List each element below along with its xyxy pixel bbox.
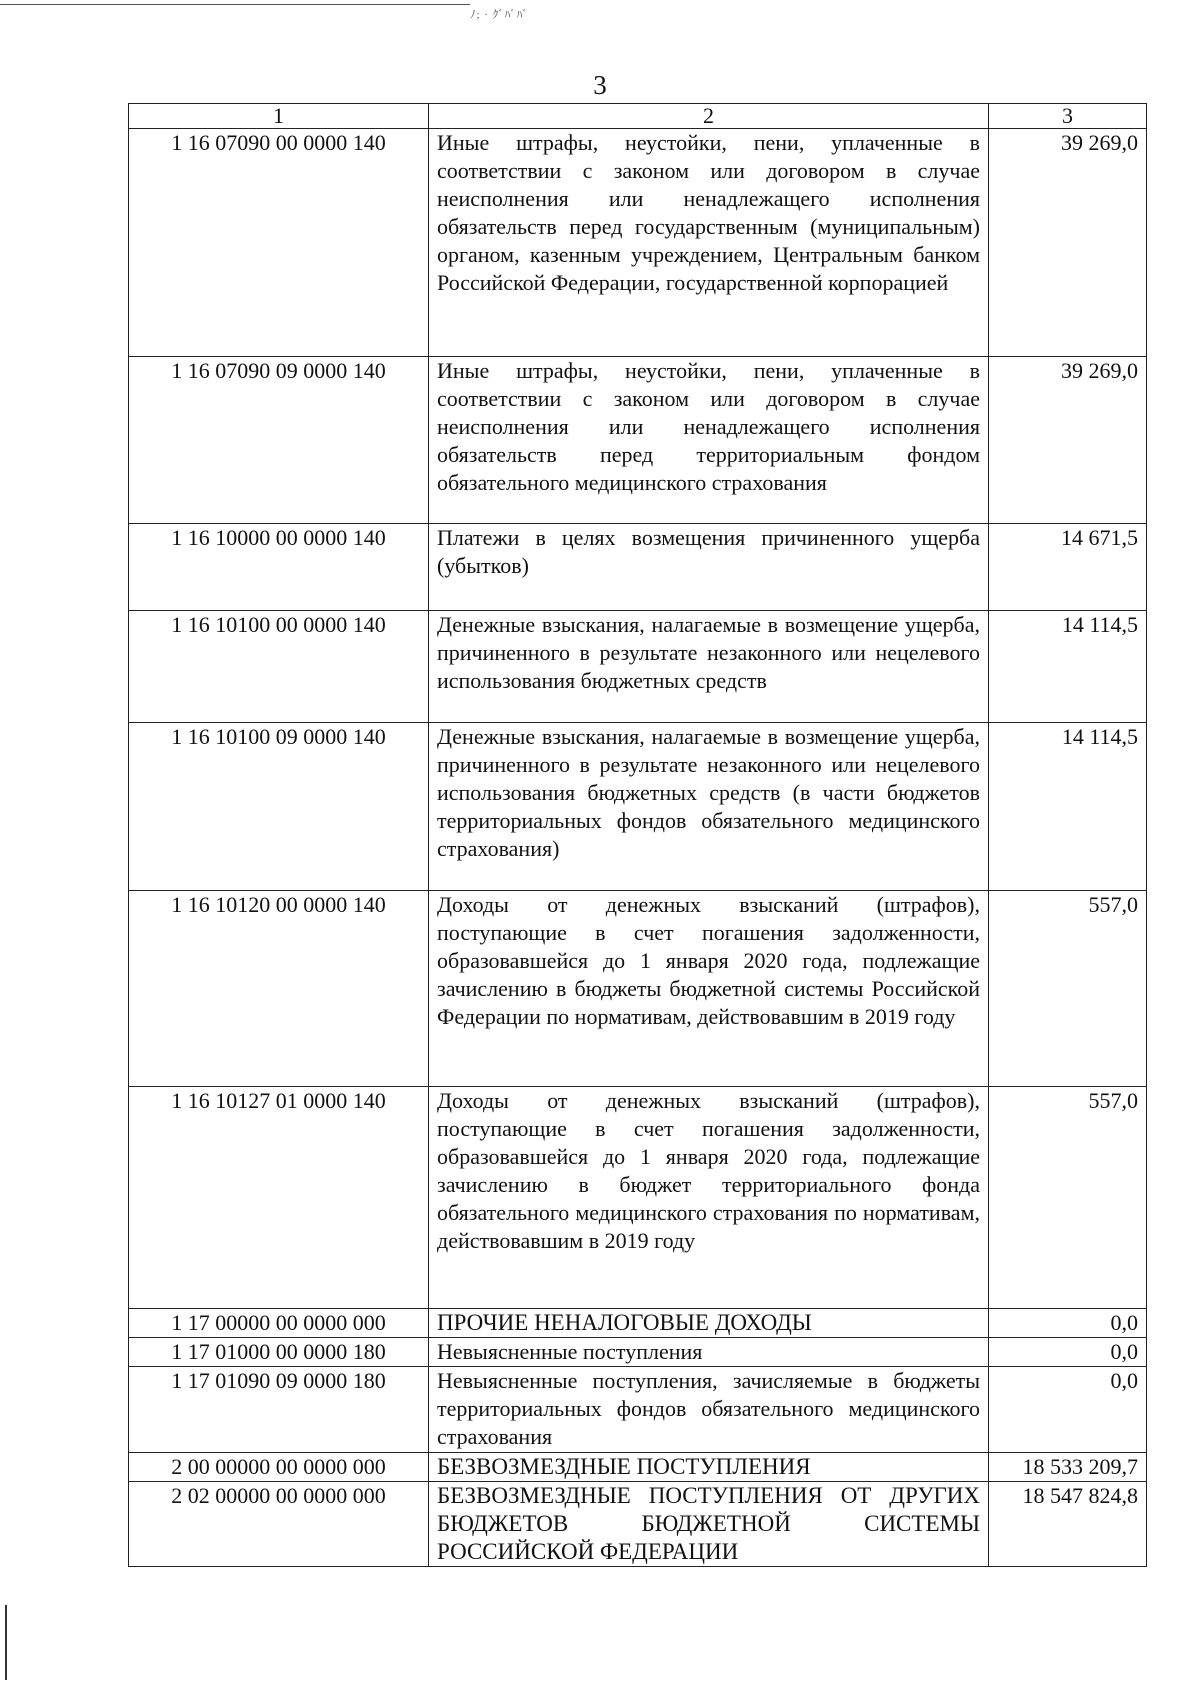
row-code: 1 16 10127 01 0000 140: [129, 1087, 429, 1309]
table-row: [129, 1482, 1147, 1567]
row-value: 18 547 824,8: [989, 1482, 1147, 1567]
row-value: 39 269,0: [989, 357, 1147, 524]
row-name: Невыясненные поступления: [429, 1338, 989, 1367]
row-value: 0,0: [989, 1367, 1147, 1453]
row-code: 1 17 01000 00 0000 180: [129, 1338, 429, 1367]
row-code: 1 17 00000 00 0000 000: [129, 1309, 429, 1338]
budget-revenue-table: [128, 103, 1147, 1567]
registration-stamp: ﾉ; · ｸﾞﾊﾞﾊﾞ: [470, 9, 529, 21]
row-value: 0,0: [989, 1338, 1147, 1367]
row-name: Платежи в целях возмещения причиненного ущерба (убытков): [429, 524, 989, 611]
table-row: [129, 1453, 1147, 1482]
row-value: 14 114,5: [989, 611, 1147, 723]
row-value: 14 114,5: [989, 723, 1147, 891]
row-name: Доходы от денежных взысканий (штрафов), поступающие в счет погашения задолженности, образовавшейся до 1 января 2020 года, подлежащие зачислению в бюджет территориального фонда обязательного медицинского страхования по нормативам, действовавшим в 2019 году: [429, 1087, 989, 1309]
table-row: [129, 1087, 1147, 1309]
table-row: [129, 891, 1147, 1087]
table-row: [129, 524, 1147, 611]
row-name: БЕЗВОЗМЕЗДНЫЕ ПОСТУПЛЕНИЯ ОТ ДРУГИХ БЮДЖЕТОВ БЮДЖЕТНОЙ СИСТЕМЫ РОССИЙСКОЙ ФЕДЕРАЦИИ: [429, 1482, 989, 1567]
row-code: 1 17 01090 09 0000 180: [129, 1367, 429, 1453]
table-row: [129, 129, 1147, 357]
row-name: Невыясненные поступления, зачисляемые в бюджеты территориальных фондов обязательного медицинского страхования: [429, 1367, 989, 1453]
column-header-value: 3: [989, 104, 1147, 129]
table-row: [129, 357, 1147, 524]
column-header-code: 1: [129, 104, 429, 129]
row-code: 2 00 00000 00 0000 000: [129, 1453, 429, 1482]
table-row: [129, 1367, 1147, 1453]
row-name: Иные штрафы, неустойки, пени, уплаченные в соответствии с законом или договором в случае неисполнения или ненадлежащего исполнения обязательств перед государственным (муниципальным) органом, казенным учреждением, Центральным банком Российской Федерации, государственной корпорацией: [429, 129, 989, 357]
table-header-row: [129, 104, 1147, 129]
scan-edge-mark: [5, 1605, 7, 1680]
table-row: [129, 1338, 1147, 1367]
row-value: 18 533 209,7: [989, 1453, 1147, 1482]
row-value: 557,0: [989, 1087, 1147, 1309]
row-value: 39 269,0: [989, 129, 1147, 357]
row-name: Доходы от денежных взысканий (штрафов), поступающие в счет погашения задолженности, образовавшейся до 1 января 2020 года, подлежащие зачислению в бюджеты бюджетной системы Российской Федерации по нормативам, действовавшим в 2019 году: [429, 891, 989, 1087]
row-value: 14 671,5: [989, 524, 1147, 611]
scan-edge-line: [0, 4, 470, 5]
page-number: 3: [593, 70, 607, 100]
column-header-name: 2: [429, 104, 989, 129]
row-code: 1 16 10120 00 0000 140: [129, 891, 429, 1087]
row-code: 1 16 10100 09 0000 140: [129, 723, 429, 891]
row-code: 1 16 07090 09 0000 140: [129, 357, 429, 524]
row-name: Денежные взыскания, налагаемые в возмещение ущерба, причиненного в результате незаконного или нецелевого использования бюджетных средств: [429, 611, 989, 723]
row-code: 1 16 10100 00 0000 140: [129, 611, 429, 723]
row-name: ПРОЧИЕ НЕНАЛОГОВЫЕ ДОХОДЫ: [429, 1309, 989, 1338]
row-code: 1 16 10000 00 0000 140: [129, 524, 429, 611]
row-code: 1 16 07090 00 0000 140: [129, 129, 429, 357]
table-row: [129, 1309, 1147, 1338]
row-name: Иные штрафы, неустойки, пени, уплаченные в соответствии с законом или договором в случае неисполнения или ненадлежащего исполнения обязательств перед территориальным фондом обязательного медицинского страхования: [429, 357, 989, 524]
row-name: БЕЗВОЗМЕЗДНЫЕ ПОСТУПЛЕНИЯ: [429, 1453, 989, 1482]
row-value: 0,0: [989, 1309, 1147, 1338]
row-code: 2 02 00000 00 0000 000: [129, 1482, 429, 1567]
table-row: [129, 723, 1147, 891]
table-row: [129, 611, 1147, 723]
row-value: 557,0: [989, 891, 1147, 1087]
row-name: Денежные взыскания, налагаемые в возмещение ущерба, причиненного в результате незаконного или нецелевого использования бюджетных средств (в части бюджетов территориальных фондов обязательного медицинского страхования): [429, 723, 989, 891]
